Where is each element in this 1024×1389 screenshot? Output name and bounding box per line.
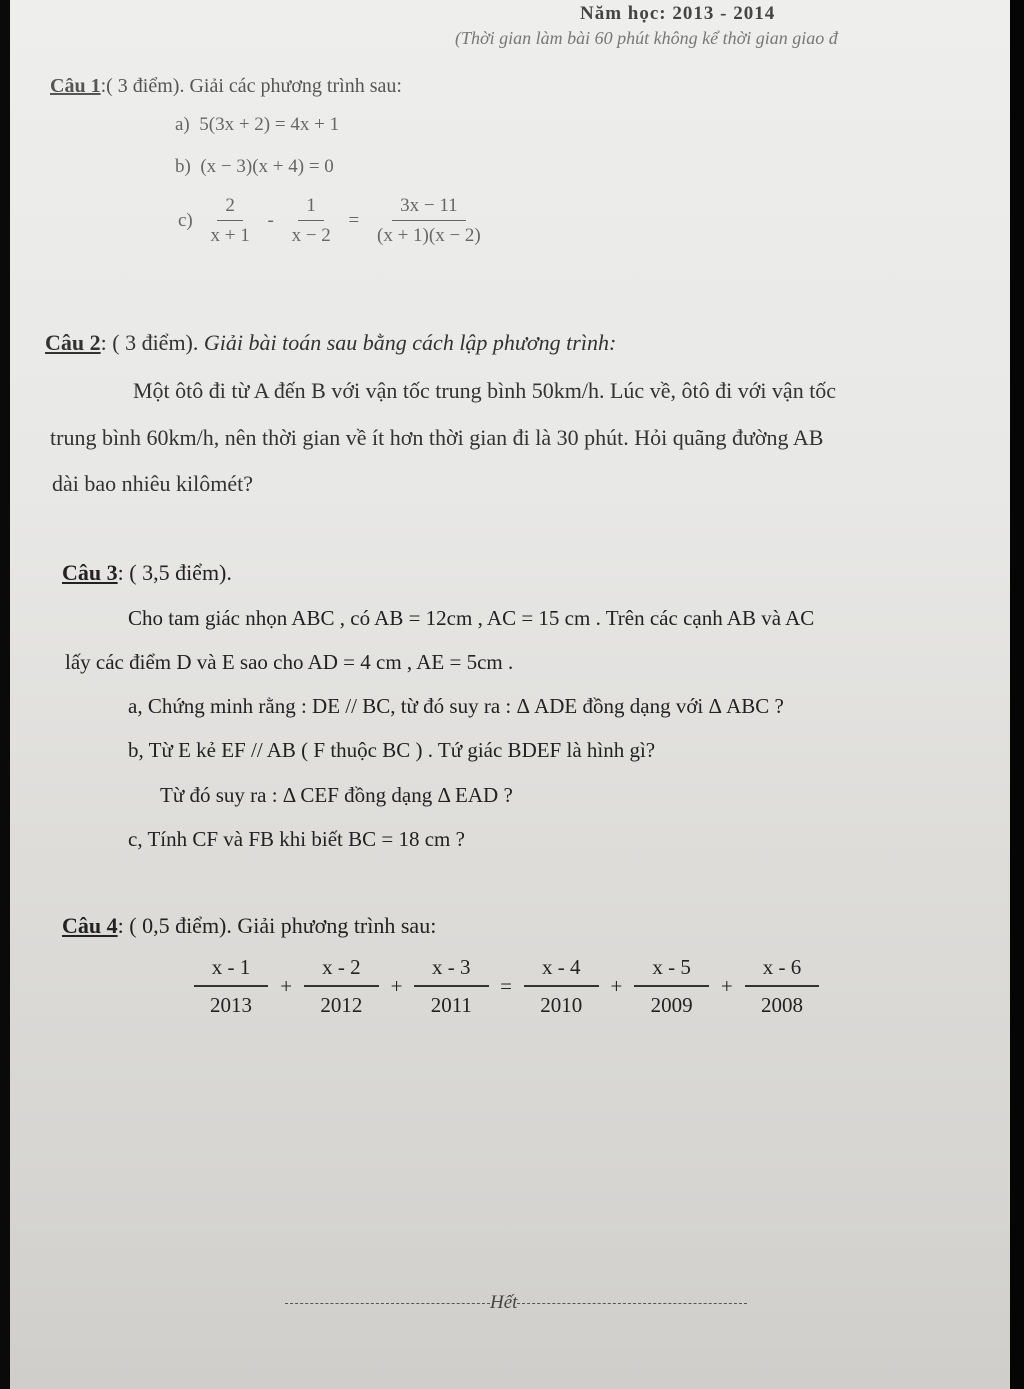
q2-label: Câu 2 [45,330,101,355]
q1-c-fraction-2: $\frac{1}{x - 2}$ [291,195,331,246]
q1-heading [50,75,402,98]
q4-fraction-2: $\frac{x - 2}{2012}$ [302,955,380,1018]
q1-points: :( 3 điểm). Giải các phương trình sau: [100,75,402,97]
q1-c-label: c) [178,210,193,231]
q4-fraction-5: $\frac{x - 5}{2009}$ [633,955,711,1018]
q4-fraction-3: $\frac{x - 3}{2011}$ [413,955,490,1018]
end-marker [285,1292,747,1314]
end-text: Hết [490,1292,518,1313]
q3-label: Câu 3 [62,560,118,585]
q1-c-fraction-1: $\frac{2}{x + 1}$ [210,195,250,246]
q1-a-label: a) [175,114,190,135]
q2-line-1: Một ôtô đi từ A đến B với vận tốc trung bình 50km/h. Lúc về, ôtô đi với vận tốc [133,378,837,403]
q1-b [175,156,334,178]
q2-task: Giải bài toán sau bằng cách lập phương trình: [203,330,617,355]
q3-points: : ( 3,5 điểm). [117,560,232,585]
q2-line-3: dài bao nhiêu kilômét? [52,471,253,496]
photo-left-edge [0,0,10,1389]
q2-points: : ( 3 điểm). [100,330,204,355]
q4-equation: $\frac{x - 1}{2013}$ + $\frac{x - 2}{2012}$ + $\frac{x - 3}{2011}$ = $\frac{x - 4}{2010}$ + $\frac{x - 5}{2009}$ + $\frac{x - 6}{2008}$ [190,955,823,1018]
q1-label: Câu 1 [50,75,101,97]
q3-part-b-2: Từ đó suy ra : Δ CEF đồng dạng Δ EAD ? [160,783,513,807]
q3-part-a: a, Chứng minh rằng : DE // BC, từ đó suy ra : Δ ADE đồng dạng với Δ ABC ? [128,694,784,718]
q1-c-fraction-3: $\frac{3x - 11}{(x + 1)(x - 2)}$ [377,195,481,246]
q4-fraction-6: $\frac{x - 6}{2008}$ [743,955,821,1018]
q4-points: : ( 0,5 điểm). Giải phương trình sau: [117,913,437,938]
q4-heading [62,913,436,939]
q4-label: Câu 4 [62,913,118,938]
q1-b-equation: (x − 3)(x + 4) = 0 [200,156,334,177]
q3-part-c: c, Tính CF và FB khi biết BC = 18 cm ? [128,827,465,851]
q4-fraction-1: $\frac{x - 1}{2013}$ [192,955,270,1018]
q3-part-b-1: b, Từ E kẻ EF // AB ( F thuộc BC ) . Tứ giác BDEF là hình gì? [128,738,656,762]
end-dash-left [285,1303,490,1304]
q3-heading [62,560,232,586]
end-dash-right [517,1303,747,1304]
q4-fraction-4: $\frac{x - 4}{2010}$ [522,955,600,1018]
q3-line-1: Cho tam giác nhọn ABC , có AB = 12cm , AC = 15 cm . Trên các cạnh AB và AC [128,606,815,630]
q1-c: c) $\frac{2}{x + 1}$ - $\frac{1}{x - 2}$ = $\frac{3x - 11}{(x + 1)(x - 2)}$ [175,195,491,247]
q1-a [175,114,339,136]
q1-b-label: b) [175,156,191,177]
q2-line-2: trung bình 60km/h, nên thời gian về ít hơn thời gian đi là 30 phút. Hỏi quãng đường AB [50,425,824,450]
time-note: (Thời gian làm bài 60 phút không kể thời gian giao đ [455,28,838,48]
school-year: Năm học: 2013 - 2014 [580,3,776,24]
q1-a-equation: 5(3x + 2) = 4x + 1 [199,114,340,135]
q3-line-2: lấy các điểm D và E sao cho AD = 4 cm , AE = 5cm . [65,650,514,674]
photo-right-edge [1010,0,1024,1389]
q2-heading [45,330,616,356]
